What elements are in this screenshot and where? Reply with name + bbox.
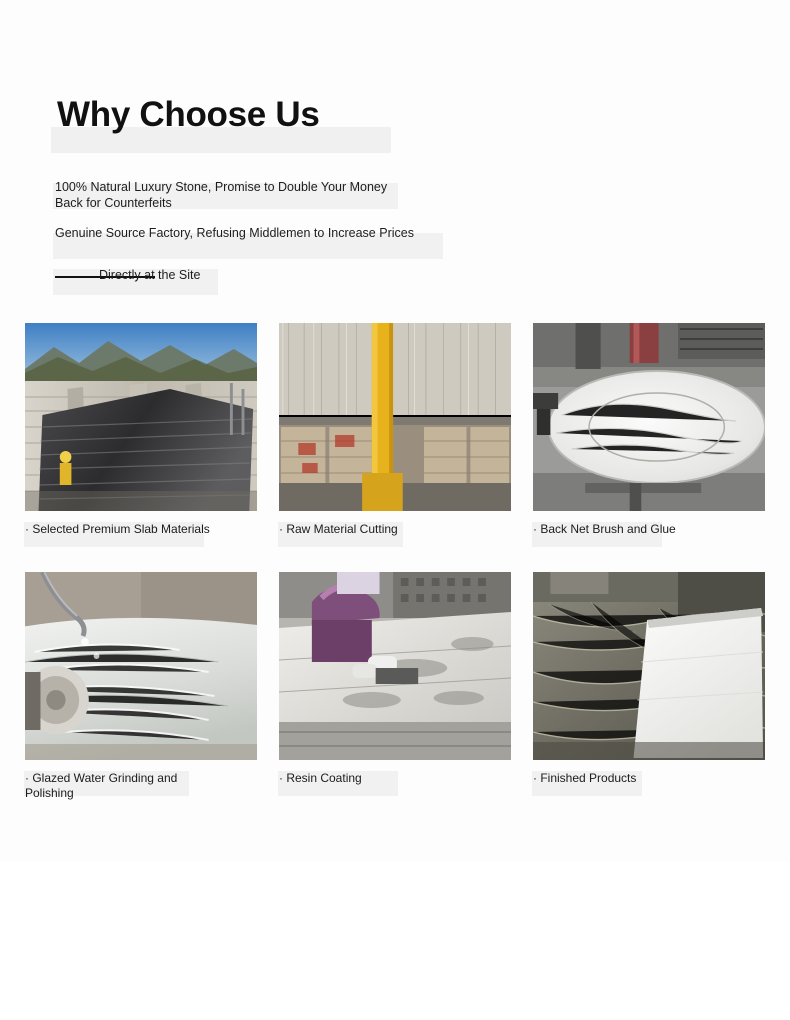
bottom-white-band	[0, 938, 790, 1020]
finished-products-photo	[533, 572, 765, 760]
resin-coating-photo	[279, 572, 511, 760]
caption-text: · Resin Coating	[279, 771, 362, 785]
caption-text: · Back Net Brush and Glue	[533, 522, 676, 536]
raw-material-cutting-photo	[279, 323, 511, 511]
claim-text: 100% Natural Luxury Stone, Promise to Double Your Money Back for Counterfeits	[55, 180, 388, 210]
caption-text: · Glazed Water Grinding and Polishing	[25, 771, 178, 800]
process-step	[533, 323, 765, 552]
process-caption	[533, 771, 765, 801]
claim-item	[55, 267, 475, 295]
process-grid	[0, 323, 790, 801]
process-caption	[279, 522, 511, 552]
page-title-text: Why Choose Us	[57, 95, 320, 134]
process-step	[279, 572, 511, 801]
caption-text: · Raw Material Cutting	[279, 522, 398, 536]
process-step	[533, 572, 765, 801]
process-step	[279, 323, 511, 552]
process-caption	[279, 771, 511, 801]
process-step	[25, 572, 257, 801]
page-title	[57, 95, 397, 157]
caption-text: · Selected Premium Slab Materials	[25, 522, 210, 536]
claim-text: Genuine Source Factory, Refusing Middlemen to Increase Prices	[55, 226, 414, 240]
process-caption	[533, 522, 765, 552]
process-step	[25, 323, 257, 552]
claim-item	[55, 179, 475, 211]
quarry-stone-blocks-photo	[25, 323, 257, 511]
caption-text: · Finished Products	[533, 771, 637, 785]
water-grinding-polishing-photo	[25, 572, 257, 760]
process-caption	[25, 522, 257, 552]
process-caption	[25, 771, 257, 801]
footer-spacer	[0, 801, 790, 861]
claim-text: Directly at the Site	[99, 268, 201, 282]
claims-list	[55, 179, 475, 295]
back-net-brush-glue-photo	[533, 323, 765, 511]
claim-item	[55, 225, 475, 253]
